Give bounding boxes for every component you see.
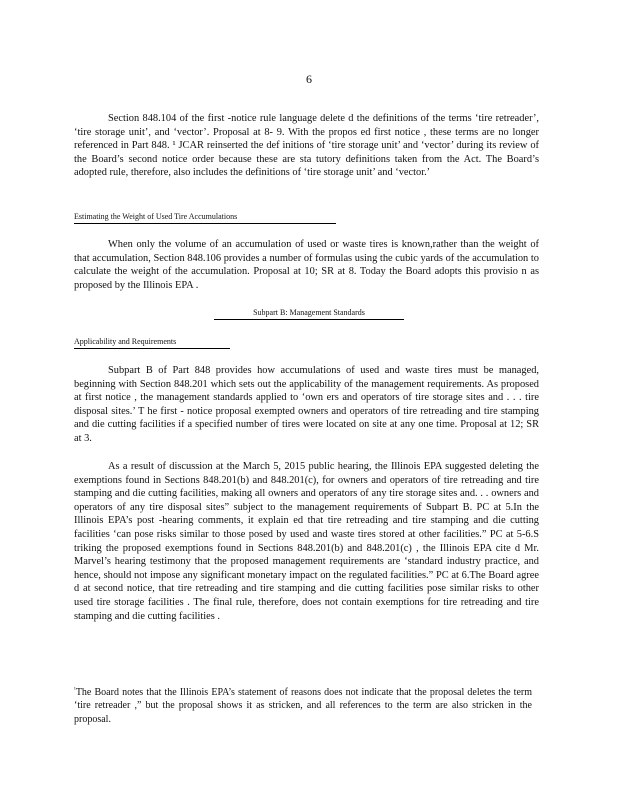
heading-underline bbox=[74, 348, 230, 349]
footnote bbox=[74, 684, 532, 726]
paragraph-definitions-text: Section 848.104 of the first -notice rule language delete d the definitions of the terms ‘tire retreader’, ‘tire storage unit’, and ‘vector’. Proposal at 8- 9. With the propos ed first notice , these terms are no longer referenced in Part 848. ¹ JCAR reinserted the def initions of ‘tire storage unit’ and ‘vector’ during its review of the Board’s second notice order because these are sta tutory definitions taken from the Act. The Board’s adopted rule, therefore, also includes the definitions of ‘tire storage unit’ and ‘vector.’ bbox=[74, 113, 539, 179]
heading-underline bbox=[214, 319, 404, 320]
page-number: 6 bbox=[306, 72, 312, 86]
paragraph-applicability bbox=[74, 364, 539, 446]
heading-subpart-b bbox=[0, 308, 618, 320]
paragraph-hearing bbox=[74, 460, 539, 623]
paragraph-formulas bbox=[74, 238, 539, 292]
paragraph-applicability-text: Subpart B of Part 848 provides how accumulations of used and waste tires must be managed, beginning with Section 848.201 which sets out the applicability of the management requirements. As proposed at first notice , the management standards applied to ‘own ers and operators of tire storage sites and . . . tire disposal sites.’ T he first - notice proposal exempted owners and operators of tire retreading and tire stamping and die cutting facilities if a specified number of tires were located on site at any one time. Proposal at 12; SR at 3. bbox=[74, 365, 539, 444]
heading-applicability bbox=[74, 337, 230, 349]
heading-subpart-b-text: Subpart B: Management Standards bbox=[253, 308, 365, 317]
footnote-marker: ¹ bbox=[74, 687, 76, 693]
heading-applicability-text: Applicability and Requirements bbox=[74, 337, 177, 346]
footnote-text: The Board notes that the Illinois EPA’s statement of reasons does not indicate that the proposal deletes the term ‘tire retreader ,” but the proposal shows it as stricken, and all references to the term are also stricken in the proposal. bbox=[74, 687, 532, 725]
heading-estimating-weight bbox=[74, 212, 336, 224]
paragraph-definitions bbox=[74, 112, 539, 180]
paragraph-formulas-text: When only the volume of an accumulation of used or waste tires is known,rather than the weight of that accumulation, Section 848.106 provides a number of formulas using the cubic yards of the accumulation to calculate the weight of the accumulation. Proposal at 10; SR at 8. Today the Board adopts this provisio n as proposed by the Illinois EPA . bbox=[74, 239, 539, 291]
paragraph-hearing-text: As a result of discussion at the March 5, 2015 public hearing, the Illinois EPA suggested deleting the exemptions found in Sections 848.201(b) and 848.201(c), for owners and operators of tire retreading and tire stamping and die cutting facilities, making all owners and operators of any tire storage sites and. . . owners and operators of any tire disposal sites” subject to the management requirements of Subpart B. PC at 5.In the Illinois EPA’s post -hearing comments, it explain ed that tire retreading and tire stamping and die cutting facilities ‘can pose risks similar to those posed by used and waste tires stored at other facilities.” PC at 5-6.S triking the proposed exemptions found in Sections 848.201(b) and 848.201(c) , the Illinois EPA cite d Mr. Marvel’s hearing testimony that the proposed management requirements are ‘standard industry practice, and hence, should not impose any significant monetary impact on the regulated facilities.” PC at 6.The Board agree d at second notice, that tire retreading and tire stamping and die cutting facilities pose similar risks to other used tire storage facilities . The final rule, therefore, does not contain exemptions for tire retreading and tire stamping and die cutting facilities . bbox=[74, 461, 539, 622]
heading-underline bbox=[74, 223, 336, 224]
heading-estimating-weight-text: Estimating the Weight of Used Tire Accumulations bbox=[74, 212, 238, 221]
